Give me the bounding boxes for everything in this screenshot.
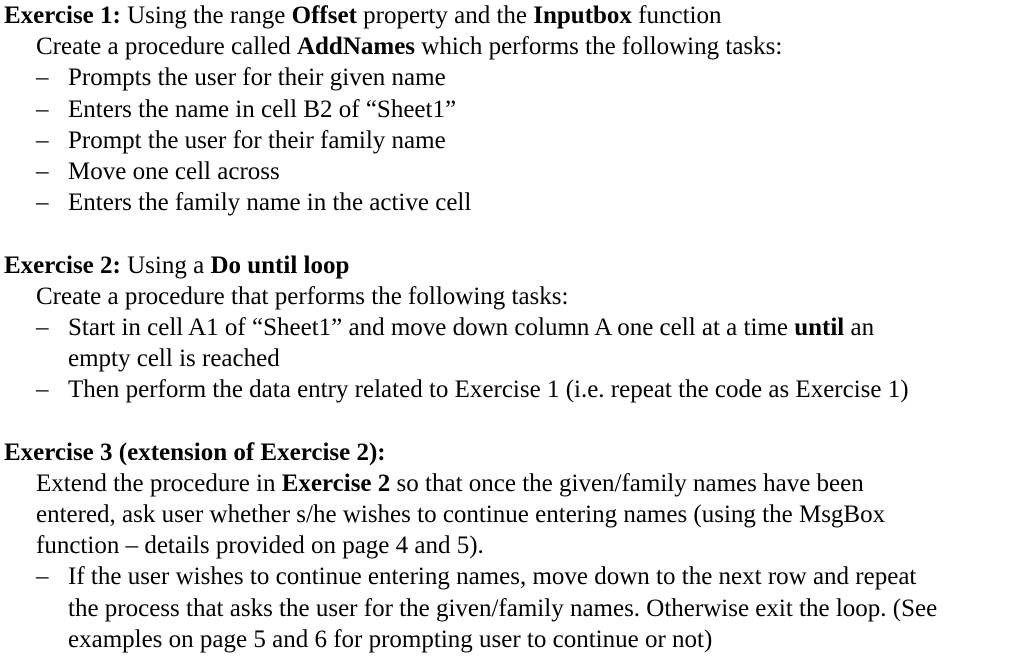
exercise-document bbox=[4, 0, 1020, 655]
exercise3-heading: Exercise 3 (extension of Exercise 2): bbox=[4, 438, 386, 466]
list-item: – If the user wishes to continue entering names, move down to the next row and repeat bbox=[4, 561, 1020, 592]
dash-bullet: – bbox=[36, 126, 49, 154]
list-item: – Enters the family name in the active cell bbox=[4, 187, 1020, 218]
exercise3-intro-line3: function – details provided on page 4 and 5). bbox=[36, 532, 484, 560]
list-item: – Move one cell across bbox=[4, 156, 1020, 187]
list-item-continuation: empty cell is reached bbox=[68, 345, 280, 373]
exercise1-intro: Create a procedure called AddNames which performs the following tasks: bbox=[36, 33, 783, 61]
exercise3-intro: Extend the procedure in Exercise 2 so that once the given/family names have been bbox=[36, 469, 864, 497]
dash-bullet: – bbox=[36, 313, 49, 341]
spacer bbox=[4, 218, 1020, 249]
dash-bullet: – bbox=[36, 563, 49, 591]
list-item: – Then perform the data entry related to Exercise 1 (i.e. repeat the code as Exercise 1) bbox=[4, 374, 1020, 405]
list-item-continuation: the process that asks the user for the given/family names. Otherwise exit the loop. (See bbox=[68, 594, 938, 622]
list-item: – Enters the name in cell B2 of “Sheet1” bbox=[4, 94, 1020, 125]
spacer bbox=[4, 405, 1020, 436]
dash-bullet: – bbox=[36, 157, 49, 185]
exercise1-label: Exercise 1: bbox=[4, 2, 121, 29]
dash-bullet: – bbox=[36, 95, 49, 123]
exercise2-intro: Create a procedure that performs the following tasks: bbox=[36, 282, 569, 310]
exercise3-intro-line2: entered, ask user whether s/he wishes to continue entering names (using the MsgBox bbox=[36, 501, 886, 528]
list-item: – Start in cell A1 of “Sheet1” and move down column A one cell at a time until an bbox=[4, 312, 1020, 343]
dash-bullet: – bbox=[36, 376, 49, 404]
exercise2-label: Exercise 2: bbox=[4, 251, 121, 279]
exercise2-heading: Exercise 2: Using a Do until loop bbox=[4, 251, 350, 279]
list-item-continuation: examples on page 5 and 6 for prompting user to continue or not) bbox=[68, 625, 713, 653]
dash-bullet: – bbox=[36, 64, 49, 92]
exercise1-heading: Exercise 1: Using the range Offset property and the Inputbox function bbox=[4, 2, 722, 29]
list-item: – Prompt the user for their family name bbox=[4, 125, 1020, 156]
dash-bullet: – bbox=[36, 189, 49, 217]
list-item: – Prompts the user for their given name bbox=[4, 62, 1020, 93]
